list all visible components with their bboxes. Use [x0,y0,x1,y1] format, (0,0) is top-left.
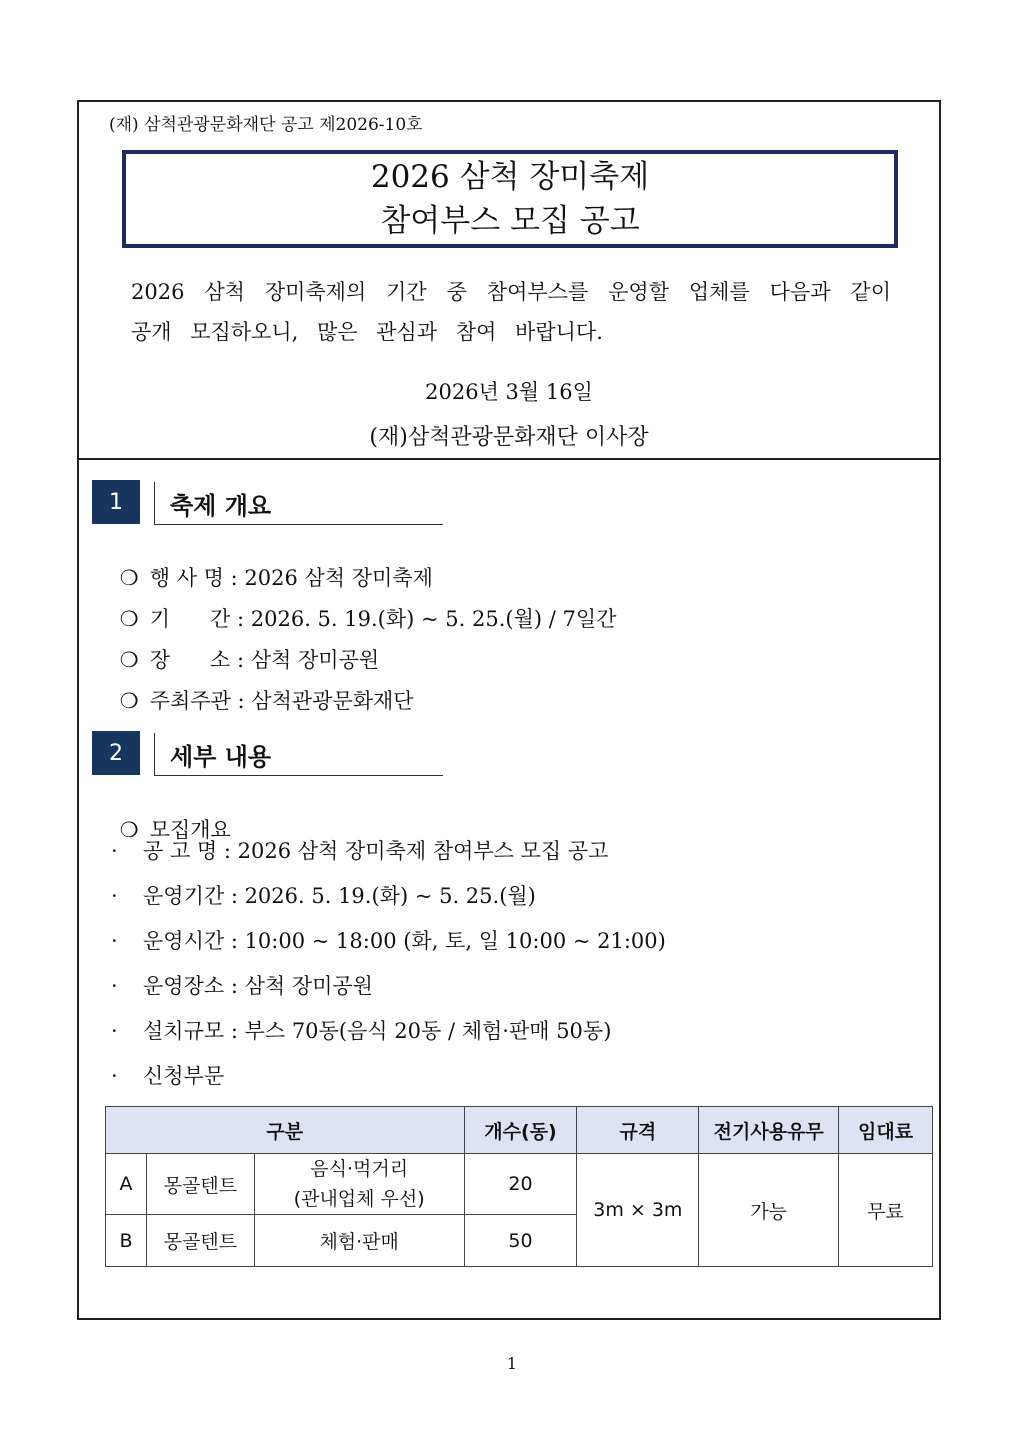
bullet-icon: · [111,974,118,998]
overview-item: ❍ 주최주관 : 삼척관광문화재단 [119,689,414,713]
issuer: (재)삼척관광문화재단 이사장 [369,425,649,450]
booth-fee: 무료 [839,1154,933,1267]
detail-item: · 설치규모 : 부스 70동(음식 20동 / 체험·판매 50동) [111,1019,612,1043]
table-header-row [106,1107,933,1154]
row-code: B [106,1215,147,1267]
row-code: A [106,1154,147,1215]
booth-table [105,1106,933,1267]
header-electricity: 전기사용유무 [699,1107,839,1154]
row-category: 체험·판매 [254,1215,464,1267]
row-category-line2: (관내업체 우선) [293,1188,425,1210]
header-count: 개수(동) [464,1107,577,1154]
title-line-1: 2026 삼척 장미축제 [370,159,650,195]
overview-item: ❍ 행 사 명 : 2026 삼척 장미축제 [119,566,433,590]
header-size: 규격 [577,1107,699,1154]
row-count: 20 [464,1154,577,1215]
intro-paragraph: 2026 삼척 장미축제의 기간 중 참여부스를 운영할 업체를 다음과 같이 공개 모집하오니, 많은 관심과 참여 바랍니다. [131,280,891,344]
circle-marker-icon: ❍ [119,648,139,672]
section-2-header [92,731,442,775]
header-fee: 임대료 [839,1107,933,1154]
section-divider [79,458,939,460]
page-number: 1 [506,1354,518,1373]
detail-item: · 운영장소 : 삼척 장미공원 [111,974,373,998]
section-2-title: 세부 내용 [170,743,272,771]
notice-number: (재) 삼척관광문화재단 공고 제2026-10호 [109,115,423,135]
row-category [254,1154,464,1215]
detail-item: · 신청부문 [111,1064,225,1088]
detail-item: · 운영시간 : 10:00 ~ 18:00 (화, 토, 일 10:00 ~ 21:00) [111,929,666,953]
section-1-title: 축제 개요 [170,492,272,520]
section-1-number: 1 [92,480,140,524]
header-category: 구분 [106,1107,465,1154]
circle-marker-icon: ❍ [119,818,139,842]
bullet-icon: · [111,839,118,863]
bullet-icon: · [111,929,118,953]
overview-item: ❍ 기 간 : 2026. 5. 19.(화) ~ 5. 25.(월) / 7일간 [119,607,617,631]
overview-item: ❍ 장 소 : 삼척 장미공원 [119,648,380,672]
row-count: 50 [464,1215,577,1267]
bullet-icon: · [111,1019,118,1043]
title-box [122,150,898,248]
section-1-header [92,480,442,524]
bullet-icon: · [111,884,118,908]
section-2-number: 2 [92,731,140,775]
booth-size: 3m × 3m [577,1154,699,1267]
detail-item: · 운영기간 : 2026. 5. 19.(화) ~ 5. 25.(월) [111,884,536,908]
notice-frame [77,100,941,1320]
recruit-heading: ❍ 모집개요 [119,818,231,842]
circle-marker-icon: ❍ [119,689,139,713]
detail-item: · 공 고 명 : 2026 삼척 장미축제 참여부스 모집 공고 [111,839,609,863]
table-row [106,1154,933,1215]
bullet-icon: · [111,1064,118,1088]
circle-marker-icon: ❍ [119,607,139,631]
title-line-2: 참여부스 모집 공고 [380,203,640,239]
notice-date: 2026년 3월 16일 [425,380,593,404]
row-type: 몽골텐트 [146,1154,254,1215]
booth-electricity: 가능 [699,1154,839,1267]
circle-marker-icon: ❍ [119,566,139,590]
row-category-line1: 음식·먹거리 [310,1158,409,1180]
row-type: 몽골텐트 [146,1215,254,1267]
